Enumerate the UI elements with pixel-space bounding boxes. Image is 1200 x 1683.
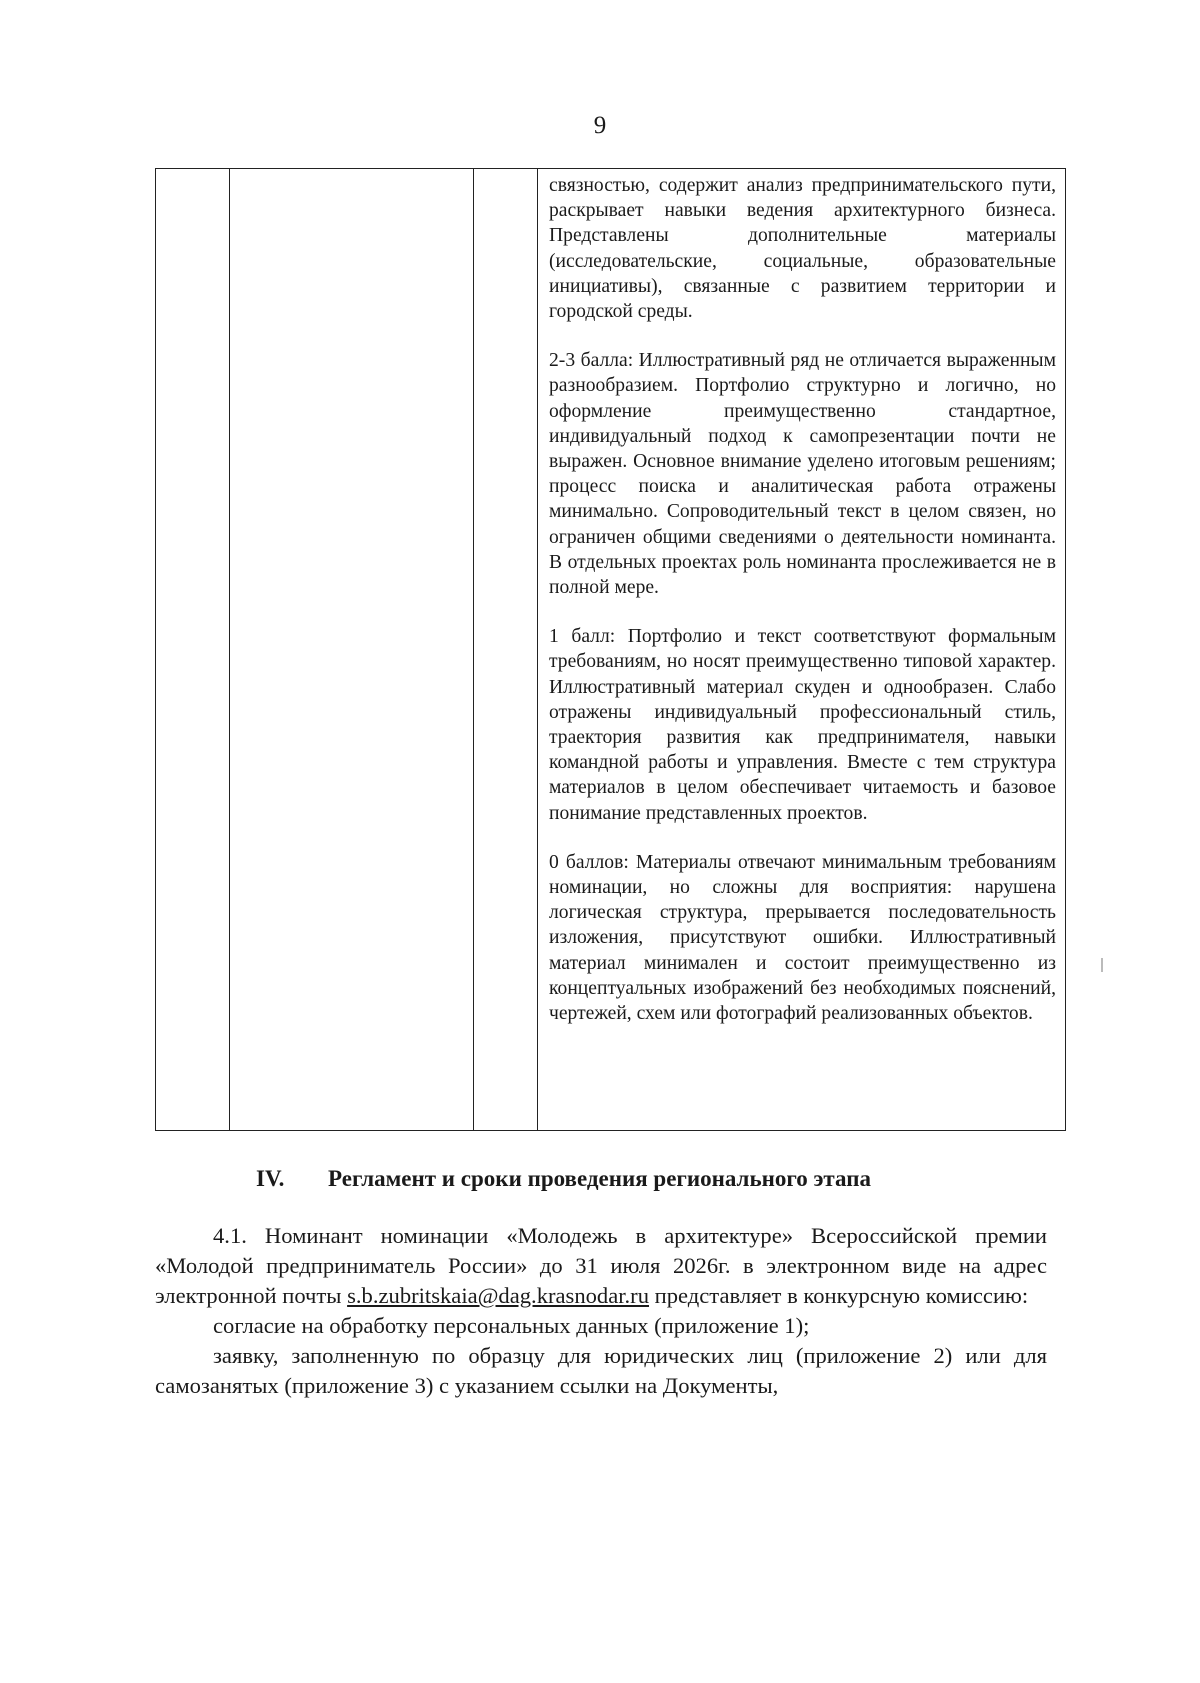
section-heading	[256, 1164, 1056, 1194]
list-item-application: заявку, заполненную по образцу для юридических лиц (приложение 2) или для самозанятых (приложение 3) с указанием ссылки на Документы,	[155, 1343, 1047, 1398]
criteria-table	[155, 168, 1066, 1131]
criteria-paragraph-2-3-points: 2-3 балла: Иллюстративный ряд не отличается выраженным разнообразием. Портфолио структурно и логично, но оформление преимущественно стандартное, индивидуальный подход к самопрезентации почти не выражен. Основное внимание уделено итоговым решениям; процесс поиска и аналитическая работа отражены минимально. Сопроводительный текст в целом связен, но ограничен общими сведениями о деятельности номинанта. В отдельных проектах роль номинанта прослеживается не в полной мере.	[549, 350, 1056, 599]
scan-artifact	[1101, 958, 1103, 972]
criteria-description-cell	[549, 173, 1056, 1026]
table-column-divider	[537, 169, 538, 1130]
section-title: Регламент и сроки проведения регионального этапа	[328, 1166, 871, 1191]
criteria-paragraph-continuation: связностью, содержит анализ предпринимательского пути, раскрывает навыки ведения архитектурного бизнеса. Представлены дополнительные материалы (исследовательские, социальные, образовательные инициативы), связанные с развитием территории и городской среды.	[549, 175, 1056, 323]
table-column-divider	[229, 169, 230, 1130]
paragraph-4-1-start: 4.1. Номинант номинации «Молодежь в архитектуре» Всероссийской премии «Молодой предприниматель России» до 31 июля 2026г. в электронном виде на адрес электронной почты	[155, 1223, 1047, 1308]
criteria-paragraph-1-point: 1 балл: Портфолио и текст соответствуют формальным требованиям, но носят преимущественно типовой характер. Иллюстративный материал скуден и однообразен. Слабо отражены индивидуальный профессиональный стиль, траектория развития как предпринимателя, навыки командной работы и управления. Вместе с тем структура материалов в целом обеспечивает читаемость и базовое понимание представленных проектов.	[549, 626, 1056, 824]
list-item-consent: согласие на обработку персональных данных (приложение 1);	[213, 1313, 810, 1338]
paragraph-4-1	[155, 1221, 1047, 1311]
criteria-paragraph-0-points: 0 баллов: Материалы отвечают минимальным требованиям номинации, но сложны для восприятия: нарушена логическая структура, прерывается последовательность изложения, присутствуют ошибки. Иллюстративный материал минимален и состоит преимущественно из концептуальных изображений без необходимых пояснений, чертежей, схем или фотографий реализованных объектов.	[549, 851, 1056, 1025]
section-body	[155, 1221, 1047, 1401]
section-number: IV.	[256, 1166, 285, 1191]
table-column-divider	[473, 169, 474, 1130]
page-number: 9	[593, 112, 607, 139]
email-link[interactable]: s.b.zubritskaia@dag.krasnodar.ru	[347, 1283, 650, 1308]
paragraph-4-1-end: представляет в конкурсную комиссию:	[649, 1283, 1029, 1308]
